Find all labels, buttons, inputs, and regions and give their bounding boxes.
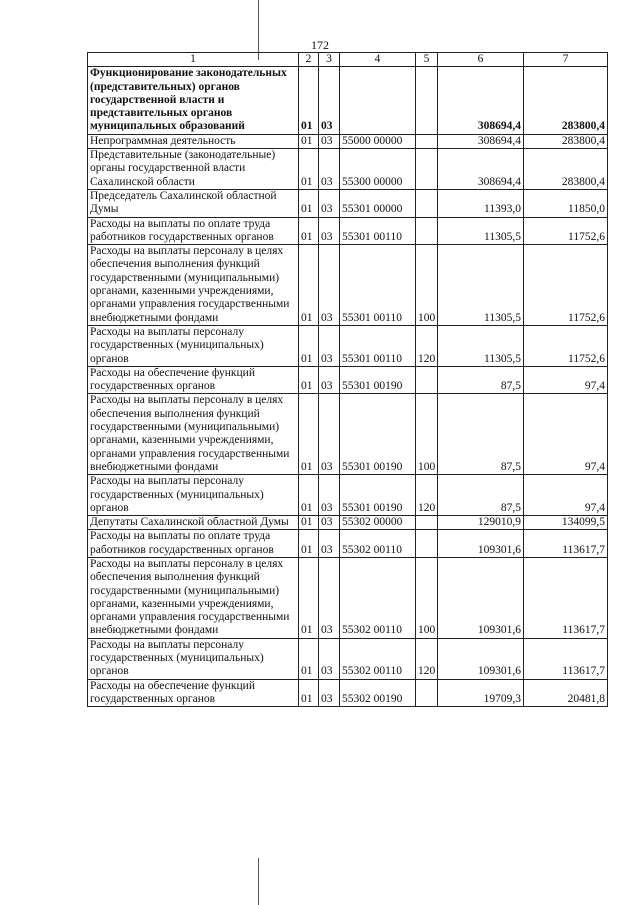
row-target-article: 55302 00110 — [340, 638, 416, 679]
row-amount-col7: 11850,0 — [524, 189, 608, 217]
table-row — [88, 217, 608, 245]
row-section-code: 01 — [299, 149, 319, 190]
row-amount-col6: 11305,5 — [438, 325, 524, 366]
row-expense-type — [416, 134, 438, 148]
row-subsection-code: 03 — [319, 134, 340, 148]
row-target-article: 55300 00000 — [340, 149, 416, 190]
binding-line-bottom — [258, 858, 259, 905]
row-expense-type — [416, 149, 438, 190]
row-expense-type — [416, 516, 438, 530]
table-row — [88, 638, 608, 679]
row-subsection-code: 03 — [319, 638, 340, 679]
row-section-code: 01 — [299, 530, 319, 558]
row-amount-col6: 87,5 — [438, 394, 524, 475]
row-expense-type: 100 — [416, 394, 438, 475]
row-subsection-code: 03 — [319, 366, 340, 394]
table-row — [88, 516, 608, 530]
budget-table — [87, 52, 608, 707]
row-name: Расходы на выплаты по оплате труда работников государственных органов — [88, 530, 299, 558]
table-body — [88, 67, 608, 707]
row-amount-col6: 87,5 — [438, 475, 524, 516]
column-header: 7 — [524, 53, 608, 67]
row-section-code: 01 — [299, 134, 319, 148]
row-subsection-code: 03 — [319, 217, 340, 245]
row-subsection-code: 03 — [319, 67, 340, 134]
table-row — [88, 134, 608, 148]
row-subsection-code: 03 — [319, 394, 340, 475]
column-header: 1 — [88, 53, 299, 67]
table-row — [88, 394, 608, 475]
row-name: Расходы на выплаты персоналу в целях обеспечения выполнения функций государственными (муниципальными) органами, казенными учреждениями, органами управления государственными внебюджетными фондами — [88, 557, 299, 638]
row-subsection-code: 03 — [319, 325, 340, 366]
table-header — [88, 53, 608, 67]
row-section-code: 01 — [299, 638, 319, 679]
row-section-code: 01 — [299, 325, 319, 366]
row-amount-col7: 113617,7 — [524, 530, 608, 558]
column-header: 3 — [319, 53, 340, 67]
row-name: Депутаты Сахалинской областной Думы — [88, 516, 299, 530]
row-target-article: 55000 00000 — [340, 134, 416, 148]
row-name: Председатель Сахалинской областной Думы — [88, 189, 299, 217]
row-target-article: 55302 00110 — [340, 530, 416, 558]
row-expense-type — [416, 189, 438, 217]
row-target-article: 55301 00110 — [340, 217, 416, 245]
row-target-article — [340, 67, 416, 134]
row-target-article: 55301 00190 — [340, 394, 416, 475]
table-row — [88, 67, 608, 134]
column-header: 5 — [416, 53, 438, 67]
row-name: Расходы на выплаты персоналу в целях обеспечения выполнения функций государственными (муниципальными) органами, казенными учреждениями, органами управления государственными внебюджетными фондами — [88, 245, 299, 326]
row-section-code: 01 — [299, 217, 319, 245]
row-target-article: 55302 00000 — [340, 516, 416, 530]
row-name: Расходы на обеспечение функций государственных органов — [88, 679, 299, 707]
table-row — [88, 189, 608, 217]
row-subsection-code: 03 — [319, 189, 340, 217]
row-amount-col6: 129010,9 — [438, 516, 524, 530]
row-amount-col6: 87,5 — [438, 366, 524, 394]
row-name: Расходы на выплаты персоналу государственных (муниципальных) органов — [88, 475, 299, 516]
row-amount-col7: 283800,4 — [524, 67, 608, 134]
row-section-code: 01 — [299, 557, 319, 638]
row-section-code: 01 — [299, 679, 319, 707]
row-subsection-code: 03 — [319, 516, 340, 530]
row-amount-col6: 308694,4 — [438, 149, 524, 190]
row-amount-col7: 113617,7 — [524, 557, 608, 638]
row-section-code: 01 — [299, 475, 319, 516]
row-subsection-code: 03 — [319, 475, 340, 516]
row-expense-type: 100 — [416, 245, 438, 326]
row-name: Функционирование законодательных (представительных) органов государственной власти и представительных органов муниципальных образований — [88, 67, 299, 134]
table-row — [88, 557, 608, 638]
row-section-code: 01 — [299, 245, 319, 326]
row-target-article: 55301 00110 — [340, 325, 416, 366]
row-section-code: 01 — [299, 189, 319, 217]
header-row — [88, 53, 608, 67]
row-amount-col6: 308694,4 — [438, 67, 524, 134]
row-amount-col6: 19709,3 — [438, 679, 524, 707]
row-amount-col6: 308694,4 — [438, 134, 524, 148]
row-amount-col6: 11305,5 — [438, 245, 524, 326]
row-amount-col6: 109301,6 — [438, 557, 524, 638]
row-expense-type: 120 — [416, 325, 438, 366]
table-row — [88, 530, 608, 558]
row-section-code: 01 — [299, 366, 319, 394]
page-number: 172 — [311, 38, 329, 52]
row-subsection-code: 03 — [319, 679, 340, 707]
row-amount-col6: 109301,6 — [438, 638, 524, 679]
column-header: 6 — [438, 53, 524, 67]
row-expense-type: 120 — [416, 638, 438, 679]
column-header: 4 — [340, 53, 416, 67]
row-section-code: 01 — [299, 67, 319, 134]
row-name: Расходы на обеспечение функций государственных органов — [88, 366, 299, 394]
row-target-article: 55301 00000 — [340, 189, 416, 217]
table-row — [88, 245, 608, 326]
row-expense-type: 100 — [416, 557, 438, 638]
row-subsection-code: 03 — [319, 530, 340, 558]
row-amount-col7: 134099,5 — [524, 516, 608, 530]
row-expense-type — [416, 67, 438, 134]
row-amount-col7: 283800,4 — [524, 134, 608, 148]
row-amount-col7: 283800,4 — [524, 149, 608, 190]
row-amount-col7: 11752,6 — [524, 325, 608, 366]
row-name: Непрограммная деятельность — [88, 134, 299, 148]
row-amount-col7: 20481,8 — [524, 679, 608, 707]
row-expense-type — [416, 217, 438, 245]
table-row — [88, 366, 608, 394]
row-target-article: 55301 00190 — [340, 475, 416, 516]
row-name: Расходы на выплаты персоналу государственных (муниципальных) органов — [88, 638, 299, 679]
row-subsection-code: 03 — [319, 245, 340, 326]
row-target-article: 55302 00110 — [340, 557, 416, 638]
table-row — [88, 475, 608, 516]
row-amount-col7: 113617,7 — [524, 638, 608, 679]
row-expense-type — [416, 530, 438, 558]
row-subsection-code: 03 — [319, 149, 340, 190]
row-name: Расходы на выплаты по оплате труда работников государственных органов — [88, 217, 299, 245]
table-row — [88, 325, 608, 366]
row-amount-col7: 11752,6 — [524, 245, 608, 326]
row-section-code: 01 — [299, 394, 319, 475]
row-expense-type — [416, 366, 438, 394]
row-amount-col6: 109301,6 — [438, 530, 524, 558]
row-expense-type: 120 — [416, 475, 438, 516]
row-target-article: 55301 00190 — [340, 366, 416, 394]
table-row — [88, 679, 608, 707]
row-name: Расходы на выплаты персоналу государственных (муниципальных) органов — [88, 325, 299, 366]
row-name: Расходы на выплаты персоналу в целях обеспечения выполнения функций государственными (муниципальными) органами, казенными учреждениями, органами управления государственными внебюджетными фондами — [88, 394, 299, 475]
table-row — [88, 149, 608, 190]
row-amount-col7: 97,4 — [524, 366, 608, 394]
row-expense-type — [416, 679, 438, 707]
row-subsection-code: 03 — [319, 557, 340, 638]
row-section-code: 01 — [299, 516, 319, 530]
row-target-article: 55301 00110 — [340, 245, 416, 326]
row-amount-col7: 11752,6 — [524, 217, 608, 245]
row-amount-col6: 11305,5 — [438, 217, 524, 245]
row-name: Представительные (законодательные) органы государственной власти Сахалинской области — [88, 149, 299, 190]
column-header: 2 — [299, 53, 319, 67]
row-amount-col6: 11393,0 — [438, 189, 524, 217]
row-target-article: 55302 00190 — [340, 679, 416, 707]
row-amount-col7: 97,4 — [524, 475, 608, 516]
row-amount-col7: 97,4 — [524, 394, 608, 475]
